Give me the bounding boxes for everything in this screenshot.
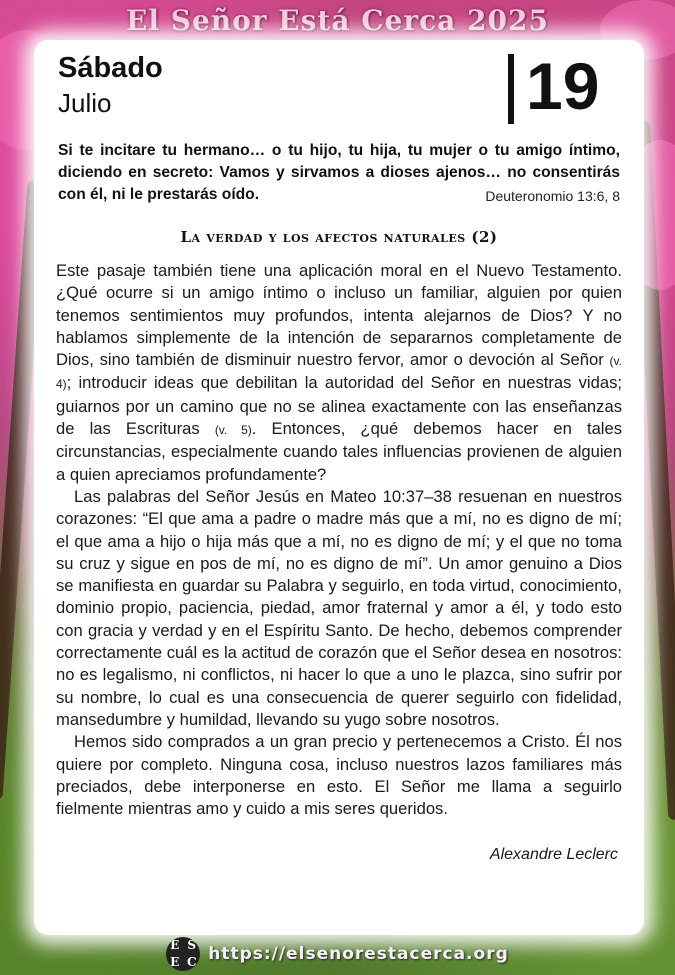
paragraph: Las palabras del Señor Jesús en Mateo 10:37–38 resuenan en nuestros corazones: “El que ama a padre o madre más que a mí, no es digno de mí; el que ama a hijo o hija más que a mí, no es digno de mí; y el que no toma su cruz y sigue en pos de mí, no es digno de mí”. Un amor genuino a Dios se manifiesta en guardar su Palabra y seguirlo, en toda virtud, conocimiento, dominio propio, paciencia, piedad, amor fraternal y amor a él, y todo esto con gracia y verdad y en el Espíritu Santo. De hecho, debemos comprender correctamente cuál es la actitud de corazón que el Señor desea en nosotros: no es legalismo, ni conflictos, ni hacer lo que a uno le plazca, sino sufrir por su nombre, lo cual es una consecuencia de querer seguirlo con fidelidad, mansedumbre y humildad, llevando su yugo sobre nosotros. <box>56 486 622 729</box>
month: Julio <box>58 88 112 118</box>
verse-text: Si te incitare tu hermano… o tu hijo, tu hija, tu mujer o tu amigo íntimo, diciendo en secreto: Vamos y sirvamos a dioses ajenos… no consentirás con él, ni le prestarás oído. <box>58 142 620 203</box>
devotional-card <box>34 40 644 935</box>
weekday: Sábado <box>58 52 163 84</box>
website-link[interactable]: https://elsenorestacerca.org <box>208 944 509 964</box>
calendar-title: El Señor Está Cerca 2025 <box>126 4 549 37</box>
author-name: Alexandre Leclerc <box>489 846 618 863</box>
verse-reference: Deuteronomio 13:6, 8 <box>485 188 620 204</box>
footer <box>0 936 675 972</box>
date-divider <box>508 54 514 124</box>
paragraph: Hemos sido comprados a un gran precio y pertenecemos a Cristo. Él nos quiere por completo. Ninguna cosa, incluso nuestros lazos familiares más preciados, debe interponerse en esto. El Señor me llama a seguirlo fielmente mientras amo y cuido a mis seres queridos. <box>56 732 622 819</box>
scripture-ref: (v. 4) <box>56 354 622 392</box>
key-verse <box>58 140 620 207</box>
day-number: 19 <box>526 49 600 123</box>
scripture-ref: (v. 5) <box>214 423 252 438</box>
article-body <box>56 260 622 820</box>
article-title: La verdad y los afectos naturales (2) <box>180 228 498 246</box>
logo-icon: E S E C <box>166 937 200 971</box>
paragraph: Este pasaje también tiene una aplicación moral en el Nuevo Testamento. ¿Qué ocurre si un amigo íntimo o incluso un familiar, alguien por quien tenemos sentimientos muy profundos, intenta alejarnos de Dios? Y no hablamos simplemente de la intención de separarnos completamente de Dios, sino también de disminuir nuestro fervor, amor o devoción al Señor (v. 4); introducir ideas que debilitan la autoridad del Señor en nuestras vidas; guiarnos por un camino que no se alinea exactamente con las enseñanzas de las Escrituras (v. 5). Entonces, ¿qué debemos hacer en tales circunstancias, especialmente cuando tales influencias provienen de alguien a quien apreciamos profundamente? <box>56 261 623 484</box>
